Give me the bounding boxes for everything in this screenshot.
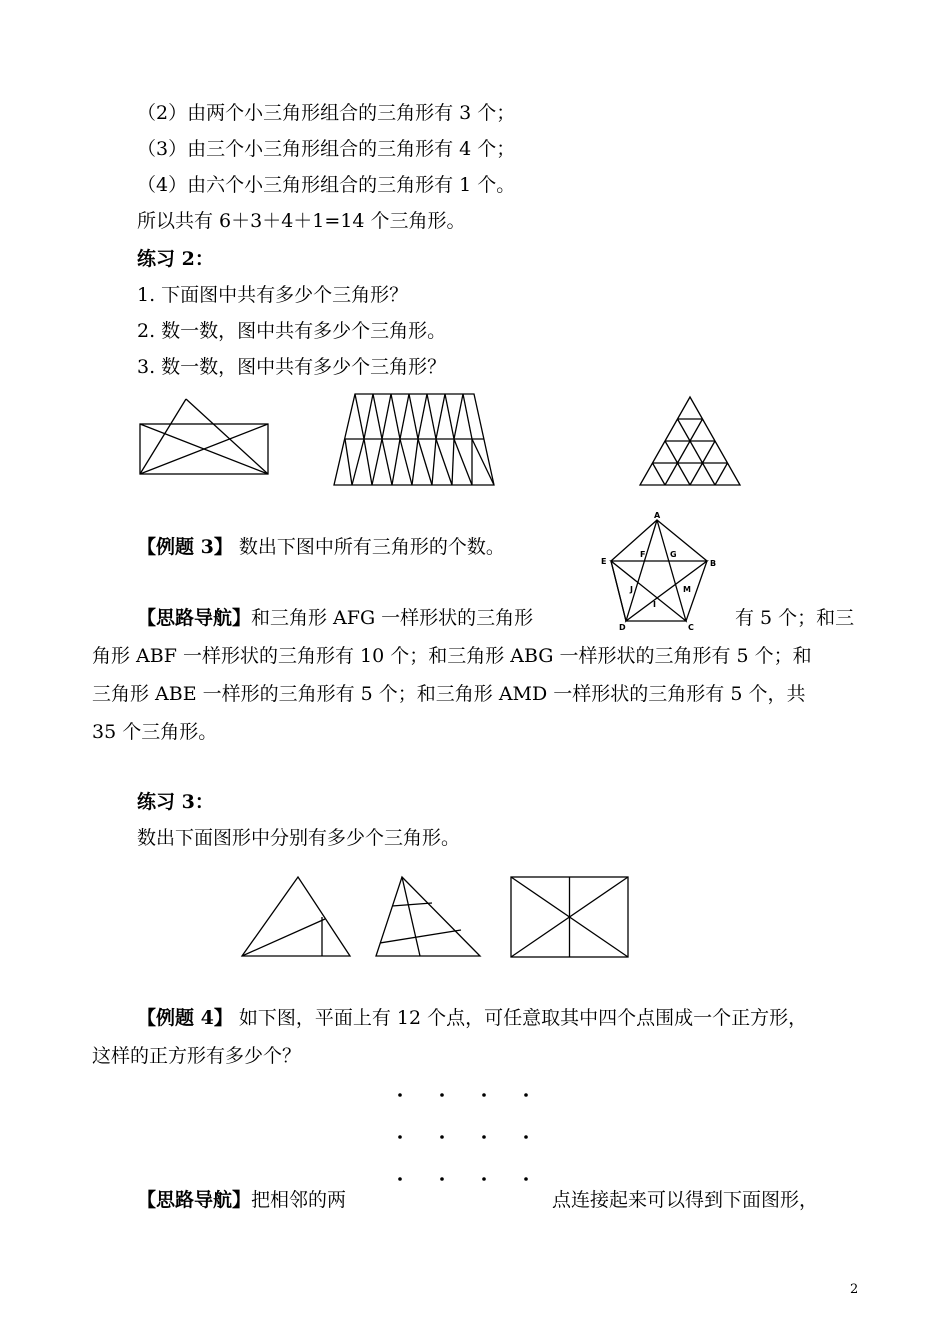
label-g: G <box>670 550 677 559</box>
label-d: D <box>619 623 626 632</box>
label-c: C <box>688 623 694 632</box>
label-f: F <box>640 550 646 559</box>
line-4: 所以共有 6＋3＋4＋1=14 个三角形。 <box>137 210 466 232</box>
hint-3-tag: 【思路导航】 <box>137 607 252 629</box>
practice-2-q3: 3. 数一数，图中共有多少个三角形？ <box>137 356 447 378</box>
hint-3-line-2: 角形 ABF 一样形状的三角形有 10 个；和三角形 ABG 一样形状的三角形有 5 个；和 <box>92 645 812 667</box>
hint-4-line-b: 点连接起来可以得到下面图形， <box>552 1189 819 1211</box>
label-e: E <box>601 557 607 566</box>
hint-4-tag: 【思路导航】 <box>137 1189 252 1211</box>
hint-4-line <box>137 1187 346 1213</box>
hint-3-text-1: 和三角形 AFG 一样形状的三角形 <box>251 607 534 629</box>
line-3: （4）由六个小三角形组合的三角形有 1 个。 <box>137 174 516 196</box>
hint-4-text-a: 把相邻的两 <box>251 1189 347 1211</box>
label-i: I <box>653 600 656 609</box>
example-4-line-2: 这样的正方形有多少个？ <box>92 1045 302 1067</box>
hint-3-line-4: 35 个三角形。 <box>92 721 218 743</box>
label-m: M <box>683 585 691 594</box>
practice-2-q1: 1. 下面图中共有多少个三角形？ <box>137 284 409 306</box>
example-3-text: 数出下图中所有三角形的个数。 <box>232 536 505 558</box>
label-b: B <box>710 559 717 568</box>
practice-2-heading: 练习 2： <box>137 248 214 270</box>
label-j: J <box>630 585 633 594</box>
hint-3-line-3: 三角形 ABE 一样形的三角形有 5 个；和三角形 AMD 一样形状的三角形有 5 个，共 <box>92 683 806 705</box>
page-number: 2 <box>850 1282 859 1297</box>
example-3-tag: 【例题 3】 <box>137 536 233 558</box>
label-a: A <box>654 511 661 520</box>
hint-3-line-1b: 有 5 个；和三 <box>735 607 855 629</box>
practice-3-text: 数出下面图形中分别有多少个三角形。 <box>137 827 461 849</box>
example-4-tag: 【例题 4】 <box>137 1007 233 1029</box>
line-1: （2）由两个小三角形组合的三角形有 3 个； <box>137 102 516 124</box>
example-4-text-1: 如下图，平面上有 12 个点，可任意取其中四个点围成一个正方形， <box>232 1007 808 1029</box>
line-2: （3）由三个小三角形组合的三角形有 4 个； <box>137 138 516 160</box>
practice-3-heading: 练习 3： <box>137 791 214 813</box>
practice-2-q2: 2. 数一数，图中共有多少个三角形。 <box>137 320 447 342</box>
